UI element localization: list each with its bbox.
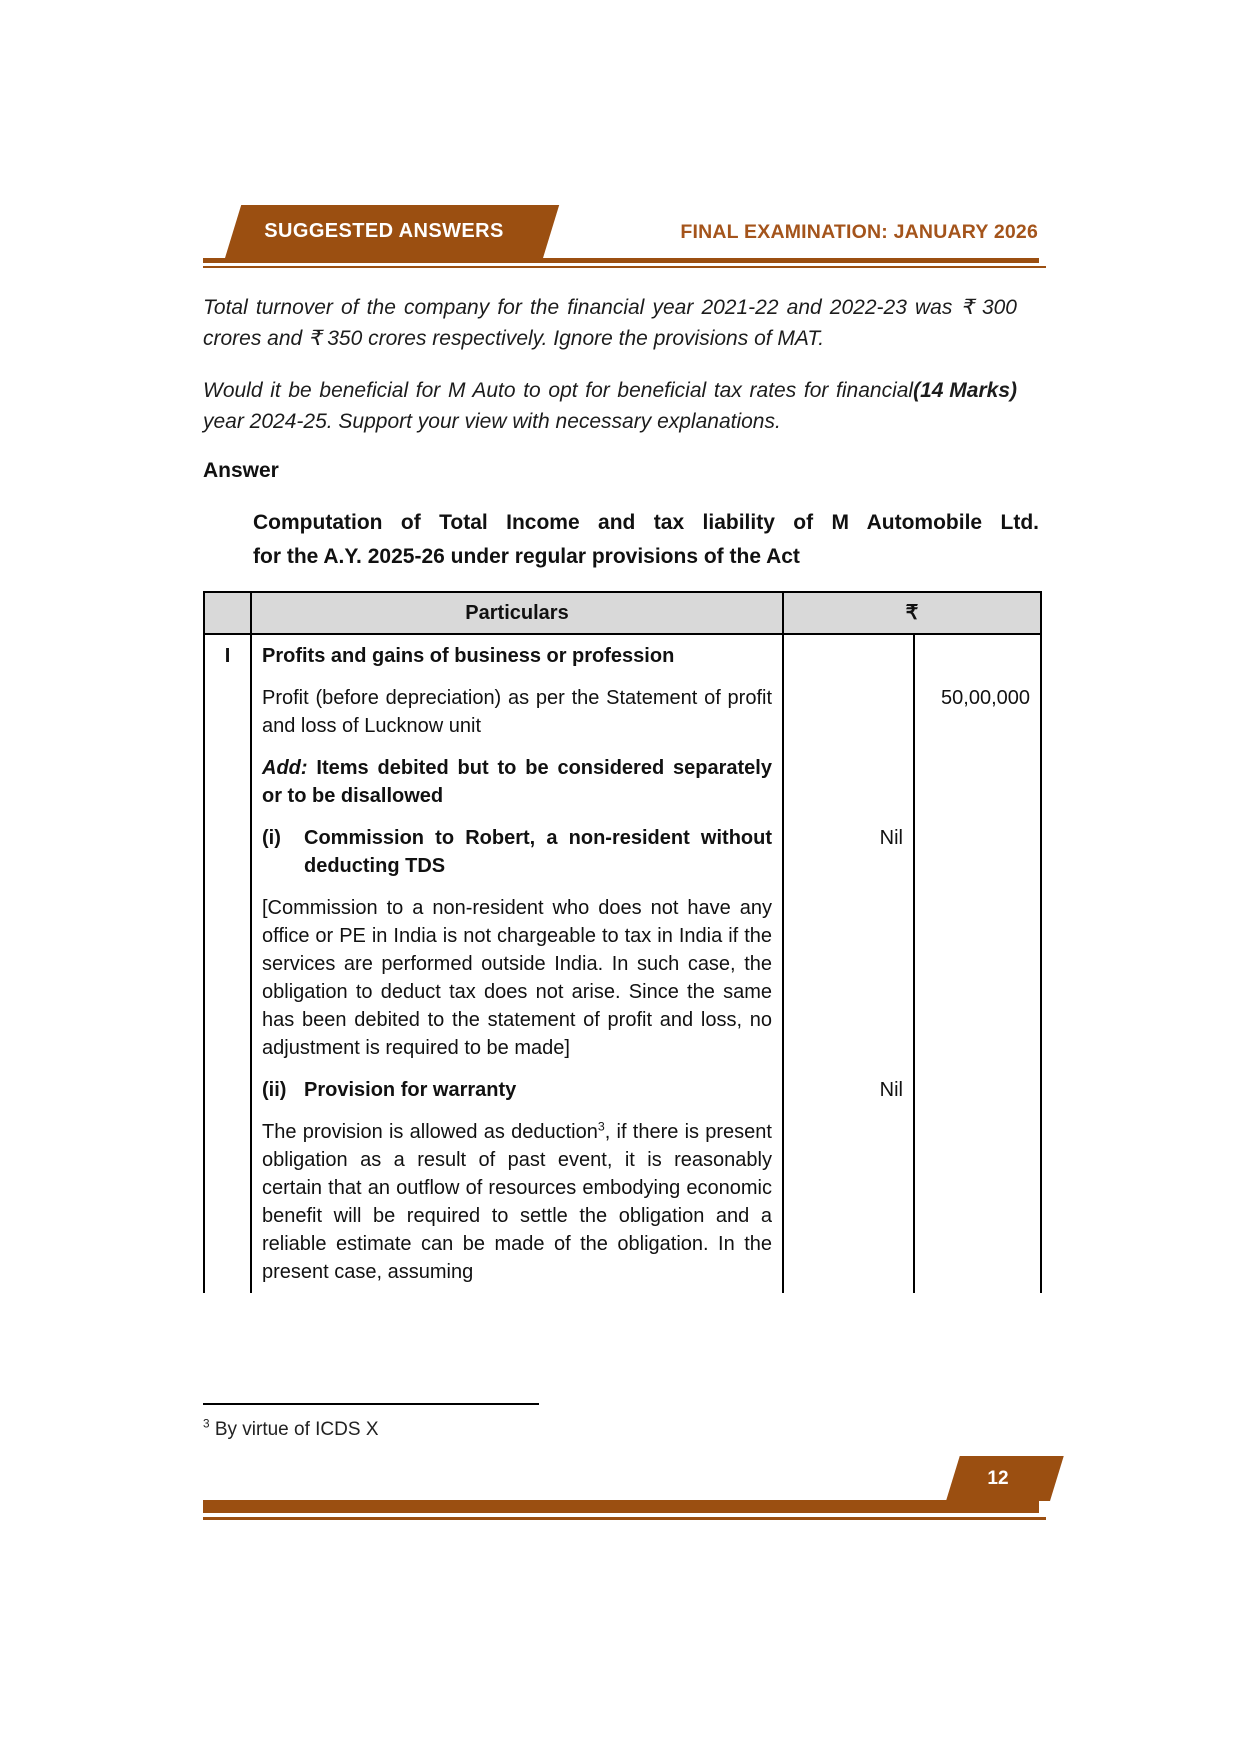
question-paragraph-turnover: Total turnover of the company for the financial year 2021-22 and 2022-23 was ₹ 300 crores and ₹ 350 crores respectively. Ignore the provisions of MAT. — [203, 296, 1017, 350]
table-row — [204, 747, 1041, 817]
footnote-marker: 3 — [203, 1417, 210, 1431]
table-title-line2: for the A.Y. 2025-26 under regular provisions of the Act — [253, 545, 800, 568]
add-lead: Add: — [262, 757, 308, 779]
row-amount-2 — [914, 887, 1041, 1069]
row-particulars: Profit (before depreciation) as per the Statement of profit and loss of Lucknow unit — [251, 677, 783, 747]
table-header-row — [204, 592, 1041, 634]
header-rule-thin — [203, 266, 1046, 268]
page-number: 12 — [987, 1468, 1009, 1489]
header-rule-thick — [203, 258, 1039, 263]
row-particulars — [251, 747, 783, 817]
exam-title: FINAL EXAMINATION: JANUARY 2026 — [680, 221, 1038, 243]
row-particulars — [251, 817, 783, 887]
computation-table — [203, 591, 1042, 1293]
row-amount-2 — [914, 817, 1041, 887]
banner-label: SUGGESTED ANSWERS — [264, 220, 504, 242]
row-amount-2 — [914, 1111, 1041, 1293]
footnote — [203, 1419, 379, 1441]
row-amount-1: Nil — [783, 817, 914, 887]
footnote-text: By virtue of ICDS X — [209, 1419, 379, 1440]
marks-label: (14 Marks) — [913, 379, 1017, 402]
item-marker: (ii) — [262, 1079, 287, 1101]
add-title-text: Items debited but to be considered separately or to be disallowed — [262, 757, 772, 807]
table-row — [204, 1069, 1041, 1111]
footer-rule-thin — [203, 1517, 1046, 1520]
table-row — [204, 1111, 1041, 1293]
footnote-ref: 3 — [597, 1119, 605, 1134]
warranty-text-end: , if there is present obligation as a result of past event, it is reasonably certain that an outflow of resources embodying economic benefit will be required to settle the obligation and a reliable estimate can be made of the obligation. In the present case, assuming — [262, 1121, 772, 1283]
item-title: Commission to Robert, a non-resident without deducting TDS — [304, 827, 772, 877]
page-number-tab — [946, 1456, 1064, 1501]
row-particulars: [Commission to a non-resident who does not have any office or PE in India is not chargeable to tax in India if the services are performed outside India. In such case, the obligation to deduct tax does not arise. Since the same has been debited to the statement of profit and loss, no adjustment is required to be made] — [251, 887, 783, 1069]
header-amount-cell: ₹ — [783, 592, 1041, 634]
row-amount-1 — [783, 1111, 914, 1293]
row-amount-1: Nil — [783, 1069, 914, 1111]
row-amount-1 — [783, 677, 914, 747]
warranty-text-start: The provision is allowed as deduction — [262, 1121, 598, 1143]
table-row — [204, 887, 1041, 1069]
suggested-answers-banner — [225, 205, 559, 258]
table-row — [204, 634, 1041, 677]
row-particulars: Profits and gains of business or profession — [251, 634, 783, 677]
footer-bar — [203, 1500, 1039, 1513]
row-particulars — [251, 1069, 783, 1111]
page-content — [203, 292, 1039, 1293]
row-amount-2 — [914, 634, 1041, 677]
row-particulars — [251, 1111, 783, 1293]
row-amount-2 — [914, 1069, 1041, 1111]
answer-heading: Answer — [203, 459, 279, 482]
footnote-separator — [203, 1403, 539, 1405]
item-marker: (i) — [262, 827, 281, 849]
header-sno-cell — [204, 592, 251, 634]
item-title: Provision for warranty — [304, 1079, 517, 1101]
row-amount-1 — [783, 747, 914, 817]
question-paragraph-ask — [203, 375, 1017, 437]
row-amount-1 — [783, 887, 914, 1069]
table-row — [204, 677, 1041, 747]
table-title-line1: Computation of Total Income and tax liability of M Automobile Ltd. — [253, 511, 1039, 534]
computation-table-title — [253, 506, 1039, 574]
header-particulars-cell: Particulars — [251, 592, 783, 634]
question-text: Would it be beneficial for M Auto to opt for beneficial tax rates for financial year 2024-25. Support your view with necessary explanations. — [203, 379, 914, 433]
row-amount-2: 50,00,000 — [914, 677, 1041, 747]
row-amount-1 — [783, 634, 914, 677]
row-serial: I — [204, 634, 251, 1293]
table-row — [204, 817, 1041, 887]
row-amount-2 — [914, 747, 1041, 817]
